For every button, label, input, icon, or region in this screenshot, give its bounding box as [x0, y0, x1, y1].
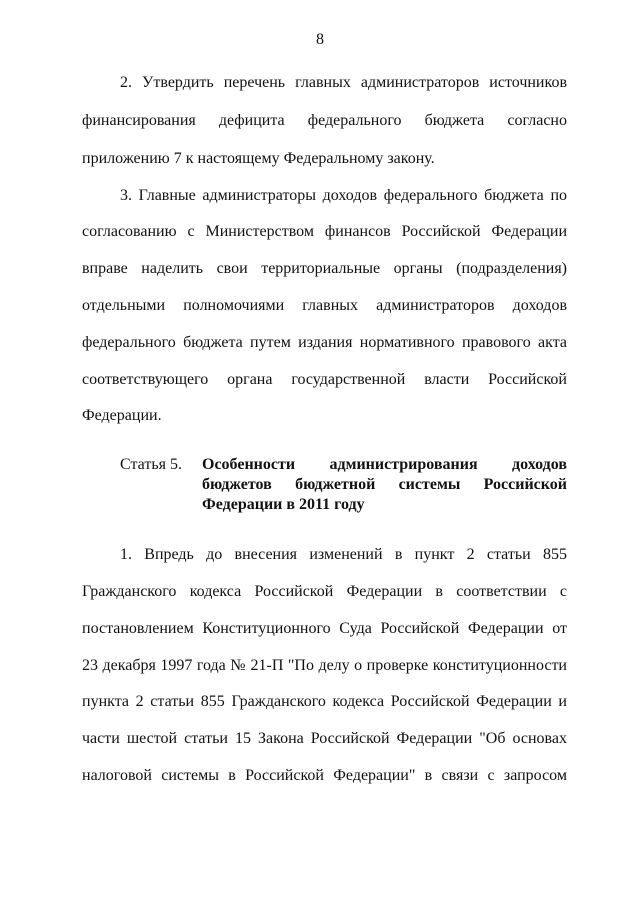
article-paragraph-1-line-6: части шестой статьи 15 Закона Российской Федерации "Об основах [82, 730, 567, 747]
paragraph-3-line-6: соответствующего органа государственной власти Российской [82, 371, 567, 388]
article-heading-line-3: Федерации в 2011 году [202, 496, 365, 513]
paragraph-3-line-5: федерального бюджета путем издания нормативного правового акта [82, 334, 567, 351]
article-paragraph-1-line-1: 1. Впредь до внесения изменений в пункт 2 статьи 855 [120, 546, 567, 563]
page-number: 8 [316, 31, 324, 48]
paragraph-3-line-3: вправе наделить свои территориальные органы (подразделения) [82, 260, 567, 277]
article-paragraph-1-line-2: Гражданского кодекса Российской Федерации в соответствии с [82, 583, 567, 600]
paragraph-2-line-1: 2. Утвердить перечень главных администраторов источников [120, 74, 567, 91]
article-paragraph-1-line-3: постановлением Конституционного Суда Российской Федерации от [82, 620, 567, 637]
paragraph-2-line-2: финансирования дефицита федерального бюджета согласно [82, 112, 567, 129]
article-label: Статья 5. [120, 456, 182, 473]
paragraph-3-line-1: 3. Главные администраторы доходов федерального бюджета по [120, 187, 567, 204]
article-paragraph-1-line-5: пункта 2 статьи 855 Гражданского кодекса Российской Федерации и [82, 693, 567, 710]
article-heading-line-1: Особенности администрирования доходов [202, 456, 567, 473]
article-paragraph-1-line-4: 23 декабря 1997 года № 21-П "По делу о проверке конституционности [82, 657, 567, 674]
paragraph-3-line-4: отдельными полномочиями главных администраторов доходов [82, 297, 567, 314]
article-paragraph-1-line-7: налоговой системы в Российской Федерации" в связи с запросом [82, 767, 567, 784]
paragraph-3-line-2: согласованию с Министерством финансов Российской Федерации [82, 223, 567, 240]
article-heading-line-2: бюджетов бюджетной системы Российской [202, 476, 567, 493]
paragraph-2-line-3: приложению 7 к настоящему Федеральному закону. [82, 150, 435, 167]
paragraph-3-line-7: Федерации. [82, 407, 162, 424]
